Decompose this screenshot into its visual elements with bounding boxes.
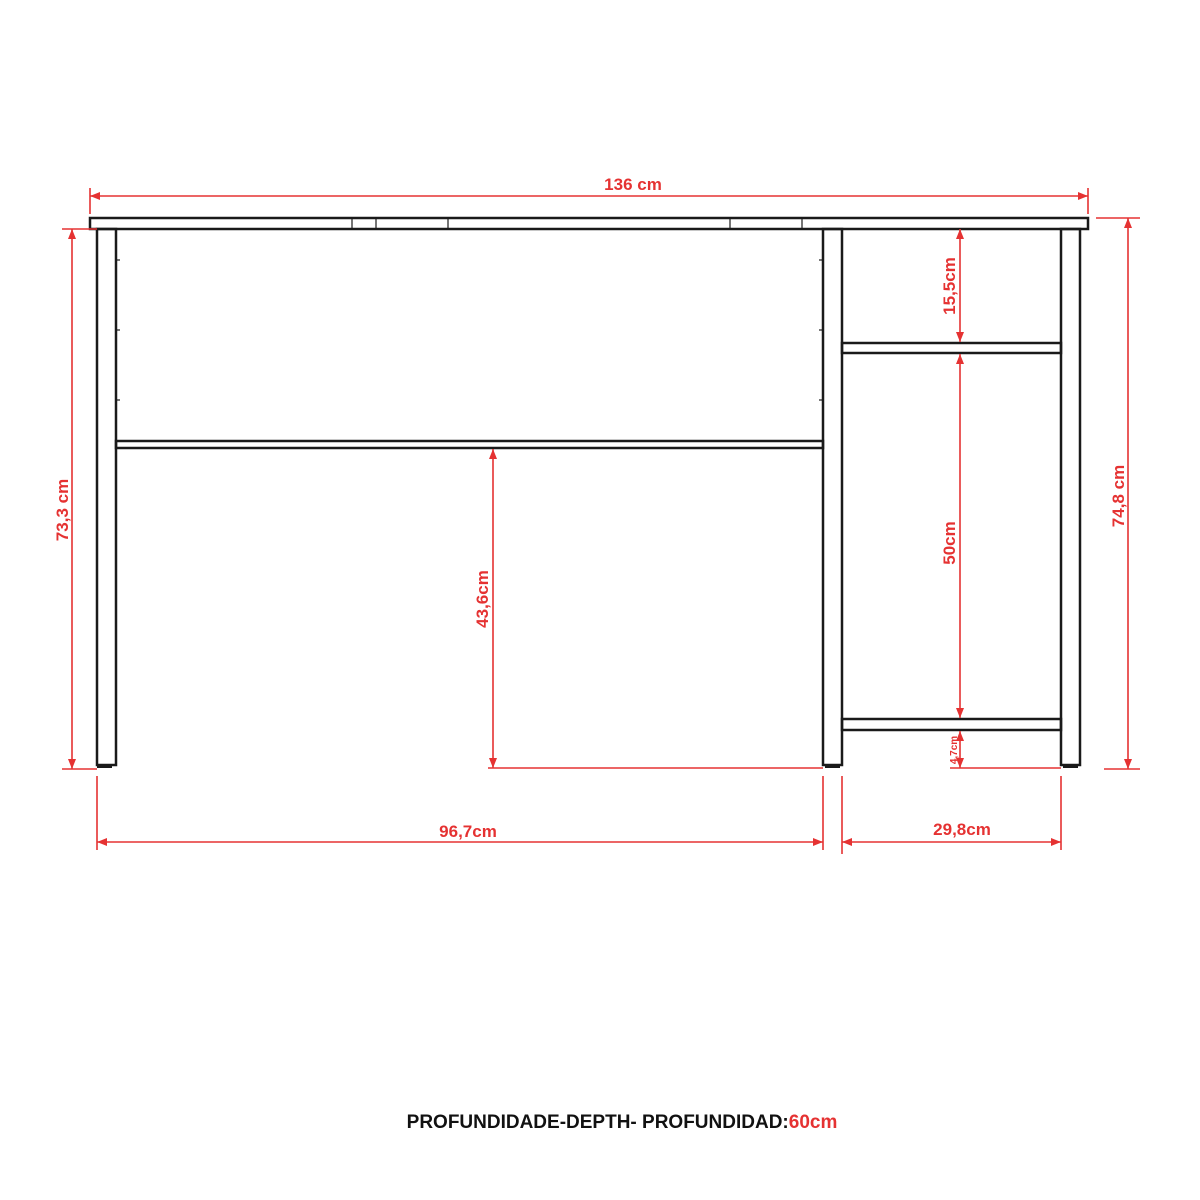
dimension-lines	[62, 188, 1140, 854]
modesty-panel-rail	[116, 441, 823, 448]
lower-shelf	[842, 719, 1061, 730]
depth-value: 60cm	[788, 1112, 838, 1133]
left-leg	[97, 229, 116, 765]
depth-label: PROFUNDIDADE-DEPTH- PROFUNDIDAD:	[406, 1112, 789, 1133]
left-width-label: 96,7cm	[439, 822, 497, 841]
desk-outline	[90, 218, 1088, 768]
depth-footer	[407, 1112, 838, 1133]
total-width-label: 136 cm	[604, 175, 662, 194]
right-leg	[1061, 229, 1080, 765]
middle-shelf-label: 50cm	[940, 521, 959, 565]
upper-shelf	[842, 343, 1061, 353]
right-width-label: 29,8cm	[933, 820, 991, 839]
right-height-label: 74,8 cm	[1109, 464, 1128, 528]
middle-leg	[823, 229, 842, 765]
tabletop	[90, 218, 1088, 229]
knee-height-label: 43,6cm	[473, 570, 492, 628]
left-height-label: 73,3 cm	[53, 478, 72, 542]
bottom-gap-label: 4,7cm	[949, 735, 960, 765]
top-shelf-label: 15,5cm	[940, 257, 959, 315]
